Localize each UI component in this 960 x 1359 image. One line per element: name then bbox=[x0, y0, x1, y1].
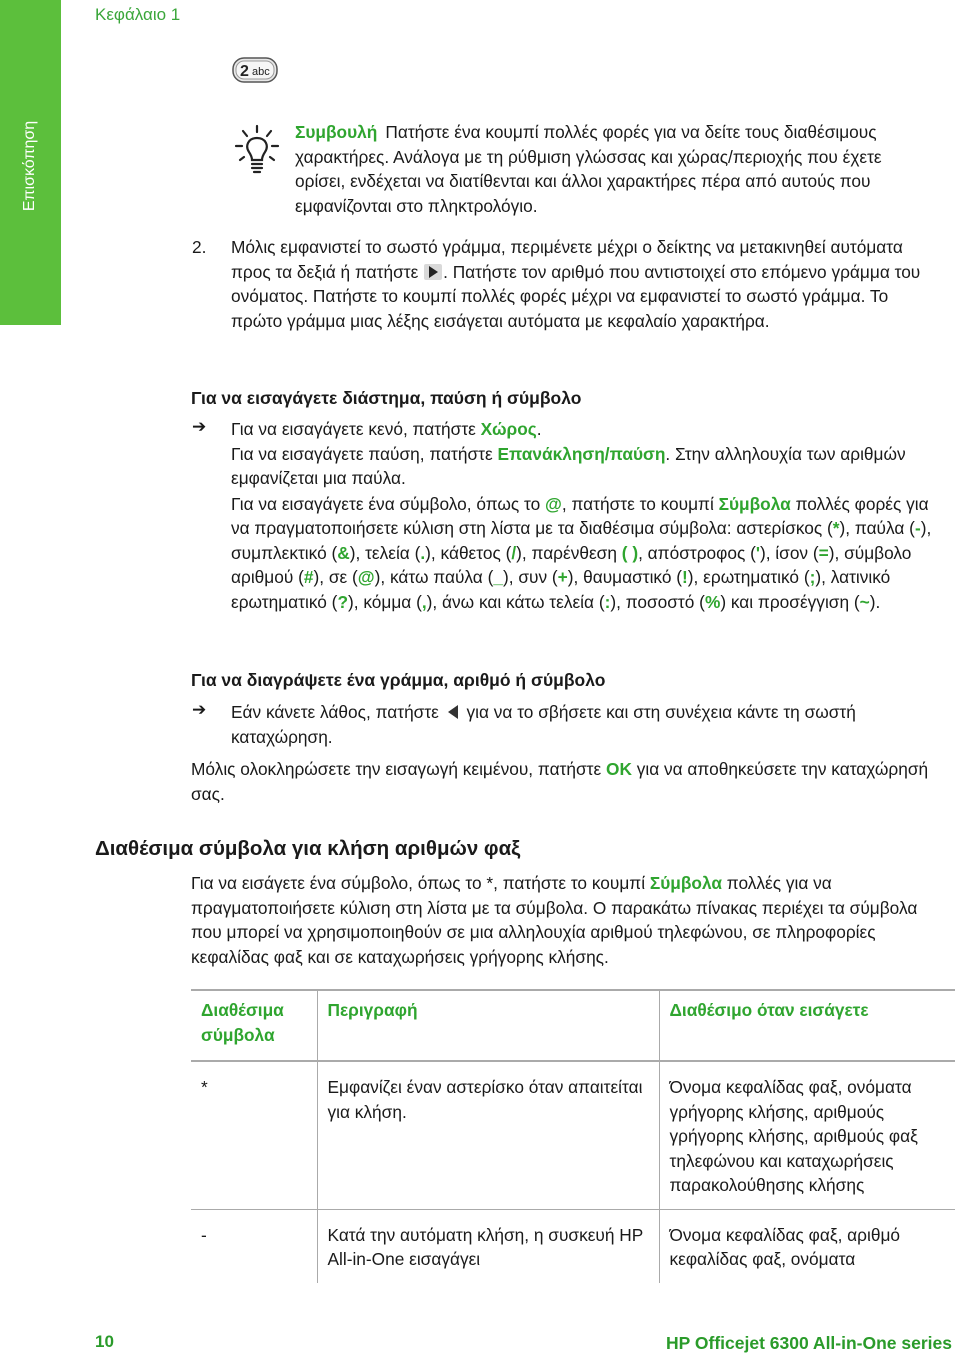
delete-instruction: Εάν κάνετε λάθος, πατήστε για να το σβήσετε και στη συνέχεια κάντε τη σωστή καταχώρηση. bbox=[231, 702, 856, 747]
fax-symbols-section-title: Διαθέσιμα σύμβολα για κλήση αριθμών φαξ bbox=[95, 837, 521, 860]
available-cell: Όνομα κεφαλίδας φαξ, αριθμό κεφαλίδας φαξ, ονόματα bbox=[659, 1209, 955, 1283]
page-number: 10 bbox=[95, 1332, 114, 1351]
backspace-left-arrow-icon bbox=[444, 703, 462, 721]
bullet-arrow-icon: ➔ bbox=[192, 417, 207, 436]
right-arrow-icon bbox=[423, 263, 443, 281]
table-row bbox=[191, 1061, 955, 1209]
step-number: 2. bbox=[192, 237, 207, 257]
table-header-row bbox=[191, 990, 955, 1061]
tip-label: Συμβουλή bbox=[295, 122, 378, 142]
header-description: Περιγραφή bbox=[317, 990, 659, 1061]
lightbulb-icon bbox=[234, 124, 280, 178]
table-row bbox=[191, 1209, 955, 1283]
ok-key-label: OK bbox=[606, 759, 632, 779]
key-letters: abc bbox=[252, 66, 270, 78]
available-cell: Όνομα κεφαλίδας φαξ, ονόματα γρήγορης κλήσης, αριθμούς γρήγορης κλήσης, αριθμούς φαξ τηλεφώνου και καταχωρήσεις παρακολούθησης κλήσης bbox=[659, 1061, 955, 1209]
pause-instruction: Για να εισαγάγετε παύση, πατήστε Επανάκληση/παύση. Στην αλληλουχία των αριθμών εμφανίζεται μια παύλα. bbox=[231, 443, 906, 488]
symbols-key-label: Σύμβολα bbox=[649, 873, 722, 893]
footer-product-name: HP Officejet 6300 All-in-One series bbox=[666, 1333, 952, 1353]
space-pause-symbol-heading: Για να εισαγάγετε διάστημα, παύση ή σύμβολο bbox=[191, 388, 582, 408]
key-digit: 2 bbox=[240, 63, 249, 80]
redial-pause-key-label: Επανάκληση/παύση bbox=[497, 443, 666, 464]
side-tab-label: Επισκόπηση bbox=[21, 120, 38, 212]
space-instruction: Για να εισαγάγετε κενό, πατήστε Χώρος. bbox=[231, 419, 542, 439]
finish-paragraph: Μόλις ολοκληρώσετε την εισαγωγή κειμένου, πατήστε OK για να αποθηκεύσετε την καταχώρησή σας. bbox=[191, 759, 929, 804]
chapter-label: Κεφάλαιο 1 bbox=[95, 5, 181, 24]
symbol-cell: - bbox=[201, 1224, 207, 1245]
description-cell: Εμφανίζει έναν αστερίσκο όταν απαιτείται για κλήση. bbox=[317, 1061, 659, 1209]
keypad-2abc-icon bbox=[232, 57, 278, 83]
space-key-label: Χώρος bbox=[480, 419, 537, 439]
header-available-symbols: Διαθέσιμα σύμβολα bbox=[191, 990, 317, 1061]
side-tab bbox=[0, 0, 61, 325]
delete-heading: Για να διαγράψετε ένα γράμμα, αριθμό ή σύμβολο bbox=[191, 670, 606, 690]
symbol-instruction: Για να εισαγάγετε ένα σύμβολο, όπως το @, πατήστε το κουμπί Σύμβολα πολλές φορές για να πραγματοποιήσετε κύλιση στη λίστα με τα διαθέσιμα σύμβολα: αστερίσκος (*), παύλα (-), συμπλεκτικό (&), τελεία (.), κάθετος (/), παρένθεση ( ), απόστροφος ('), ίσον (=), σύμβολο αριθμού (#), σε (@), κάτω παύλα (_), συν (+), θαυμαστικό (!), ερωτηματικό (;), λατινικό ερωτηματικό (?), κόμμα (,), άνω και κάτω τελεία (:), ποσοστό (%) και προσέγγιση (~). bbox=[231, 493, 932, 612]
tip-body: Πατήστε ένα κουμπί πολλές φορές για να δείτε τους διαθέσιμους χαρακτήρες. Ανάλογα με τη ρύθμιση γλώσσας και χώρας/περιοχής που έχετε ορίσει, ενδέχεται να διατίθενται και άλλοι χαρακτήρες πέρα από αυτούς που εμφανίζονται στο πληκτρολόγιο. bbox=[295, 122, 882, 216]
symbol-cell: * bbox=[191, 1061, 317, 1209]
tip-paragraph bbox=[295, 120, 935, 218]
symbols-table bbox=[191, 989, 955, 1283]
space-pause-symbol-list bbox=[231, 417, 951, 614]
step-2-text-b: . Πατήστε τον αριθμό που αντιστοιχεί στο επόμενο γράμμα του ονόματος. Πατήστε το κουμπί πολλές φορές μέχρι να εμφανιστεί το σωστό γράμμα. Το πρώτο γράμμα μιας λέξης εισάγεται αυτόματα με κεφαλαίο χαρακτήρα. bbox=[231, 261, 921, 331]
description-cell: Κατά την αυτόματη κλήση, η συσκευή HP All-in-One εισαγάγει bbox=[317, 1209, 659, 1283]
symbols-key-label: Σύμβολα bbox=[718, 493, 791, 514]
step-2-text-a: Μόλις εμφανιστεί το σωστό γράμμα, περιμένετε μέχρι ο δείκτης να μετακινηθεί αυτόματα προς τα δεξιά ή πατήστε bbox=[231, 237, 903, 282]
fax-symbols-intro: Για να εισάγετε ένα σύμβολο, όπως το *, πατήστε το κουμπί Σύμβολα πολλές για να πραγματοποιήσετε κύλιση στη λίστα με τα σύμβολα. Ο παρακάτω πίνακας περιέχει τα σύμβολα που μπορεί να χρησιμοποιηθούν σε μια αλληλουχία αριθμού τηλεφώνου, σε πληροφορίες κεφαλίδας φαξ και σε καταχωρήσεις γρήγορης κλήσης. bbox=[191, 873, 918, 967]
header-available-when: Διαθέσιμο όταν εισάγετε bbox=[659, 990, 955, 1061]
bullet-arrow-icon: ➔ bbox=[192, 700, 207, 719]
step-2-paragraph bbox=[231, 235, 931, 333]
